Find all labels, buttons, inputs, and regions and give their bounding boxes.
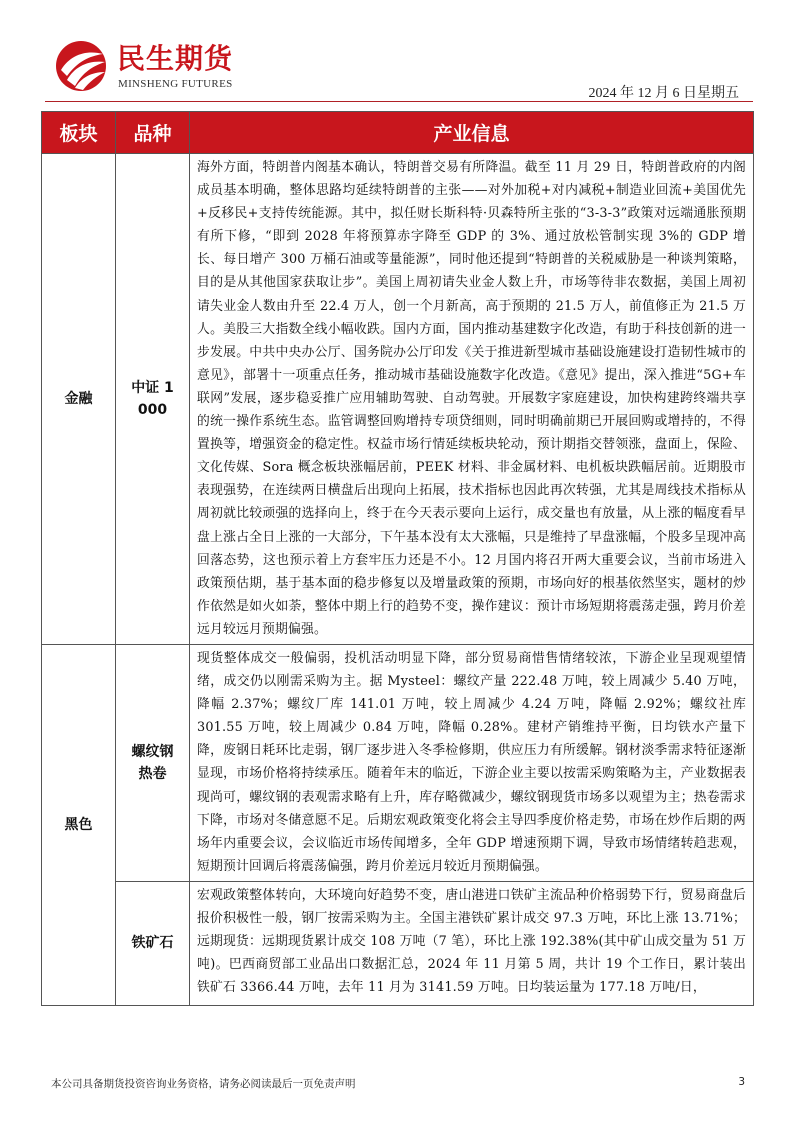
product-iron-ore-label: 铁矿石 (131, 935, 174, 952)
table-row-iron-ore (42, 881, 754, 1005)
industry-info-table (41, 111, 754, 1006)
header-product: 品种 (116, 112, 190, 154)
info-rebar-hrc: 现货整体成交一般偏弱，投机活动明显下降，部分贸易商惜售情绪较浓，下游企业呈现观望情绪，成交仍以刚需采购为主。据 Mysteel：螺纹产量 222.48 万吨，较上周减少 5.40 万吨，降幅 2.37%；螺纹厂库 141.01 万吨，较上周减少 4.24 万吨，降幅 2.92%；螺纹社库 301.55 万吨，较上周减少 0.84 万吨，降幅 0.28%。建材产销维持平衡，日均铁水产量下降，废钢日耗环比走弱，钢厂逐步进入冬季检修期，供应压力有所缓解。钢材淡季需求特征逐渐显现，市场价格将持续承压。随着年末的临近，下游企业主要以按需采购策略为主，产业数据表现尚可，螺纹钢的表观需求略有上升，库存略微减少，螺纹钢现货市场多以观望为主；热卷需求下降，市场对冬储意愿不足。后期宏观政策变化将会主导四季度价格走势，市场在炒作后期的两场年内重要会议，会议临近市场传闻增多，全年 GDP 增速预期下调，导致市场情绪转趋悲观，短期预计回调后将震荡偏强，跨月价差远月较近月预期偏强。 (190, 644, 754, 881)
header-industry-info: 产业信息 (190, 112, 754, 154)
product-csi1000-label: 中证 1000 (131, 379, 174, 418)
logo-chinese-name: 民生期货 (117, 42, 234, 75)
sector-finance: 金融 (42, 154, 116, 645)
report-date: 2024 年 12 月 6 日星期五 (588, 86, 739, 101)
page-header (45, 40, 753, 102)
product-iron-ore (116, 881, 190, 1005)
info-iron-ore-cell (190, 881, 754, 1005)
info-iron-ore: 宏观政策整体转向，大环境向好趋势不变，唐山港进口铁矿主流品种价格弱势下行，贸易商盘后报价积极性一般，钢厂按需采购为主。全国主港铁矿累计成交 97.3 万吨，环比上涨 13.71%；远期现货：远期现货累计成交 108 万吨（7 笔），环比上涨 192.38%(其中矿山成交量为 51 万吨)。巴西商贸部工业品出口数据汇总，2024 年 11 月第 5 周，共计 19 个工作日，累计装出铁矿石 3366.44 万吨，去年 11 月为 3141.59 万吨。日均装运量为 177.18 万吨/日， (197, 887, 746, 996)
logo-english-name: MINSHENG FUTURES (118, 78, 233, 90)
table-row-finance (42, 154, 754, 645)
table-header-row (42, 112, 754, 154)
minsheng-logo-icon (53, 40, 109, 92)
sector-black: 黑色 (42, 644, 116, 1005)
table-row-rebar (42, 644, 754, 881)
product-csi1000 (116, 154, 190, 645)
header-divider (45, 101, 753, 102)
page-number: 3 (738, 1076, 745, 1088)
product-rebar-hrc-label: 螺纹钢热卷 (131, 743, 174, 782)
header-sector: 板块 (42, 112, 116, 154)
product-rebar-hrc (116, 644, 190, 881)
info-csi1000: 海外方面，特朗普内阁基本确认，特朗普交易有所降温。截至 11 月 29 日，特朗普政府的内阁成员基本明确，整体思路均延续特朗普的主张——对外加税+对内减税+制造业回流+美国优先+反移民+支持传统能源。其中，拟任财长斯科特·贝森特所主张的“3-3-3”政策对远端通胀预期有所下修，“即到 2028 年将预算赤字降至 GDP 的 3%、通过放松管制实现 3%的 GDP 增长、每日增产 300 万桶石油或等量能源”，同时他还提到“特朗普的关税威胁是一种谈判策略，目的是从其他国家获取让步”。美国上周初请失业金人数上升，市场等待非农数据，美国上周初请失业金人数由升至 22.4 万人，创一个月新高，高于预期的 21.5 万人，前值修正为 21.5 万人。美股三大指数全线小幅收跌。国内方面，国内推动基建数字化改造，有助于科技创新的进一步发展。中共中央办公厅、国务院办公厅印发《关于推进新型城市基础设施建设打造韧性城市的意见》，部署十一项重点任务，推动城市基础设施数字化改造。《意见》提出，深入推进“5G+车联网”发展，逐步稳妥推广应用辅助驾驶、自动驾驶。开展数字家庭建设，加快构建跨终端共享的统一操作系统生态。监管调整回购增持专项贷细则，同时明确前期已开展回购或增持的，不得置换等，增强资金的稳定性。权益市场行情延续板块轮动，预计期指交替领涨，盘面上，保险、文化传媒、Sora 概念板块涨幅居前，PEEK 材料、非金属材料、电机板块跌幅居前。近期股市表现强势，在连续两日横盘后出现向上拓展，技术指标也因此再次转强，尤其是周线技术指标从周初就比较顽强的选择向上，终于在今天表示要向上运行，成交量也有放量，从上涨的幅度看早盘上涨占全日上涨的一大部分，下午基本没有太大涨幅，只是维持了早盘涨幅，个股多呈现冲高回落态势，这也预示着上方套牢压力还是不小。12 月国内将召开两大重要会议，当前市场进入政策预估期，基于基本面的稳步修复以及增量政策的预期，市场向好的根基依然坚实，题材的炒作依然是如火如荼，整体中期上行的趋势不变，操作建议：预计市场短期将震荡走强，跨月价差远月较远月预期偏强。 (190, 154, 754, 645)
disclaimer-note: 本公司具备期货投资咨询业务资格，请务必阅读最后一页免责声明 (51, 1078, 356, 1090)
